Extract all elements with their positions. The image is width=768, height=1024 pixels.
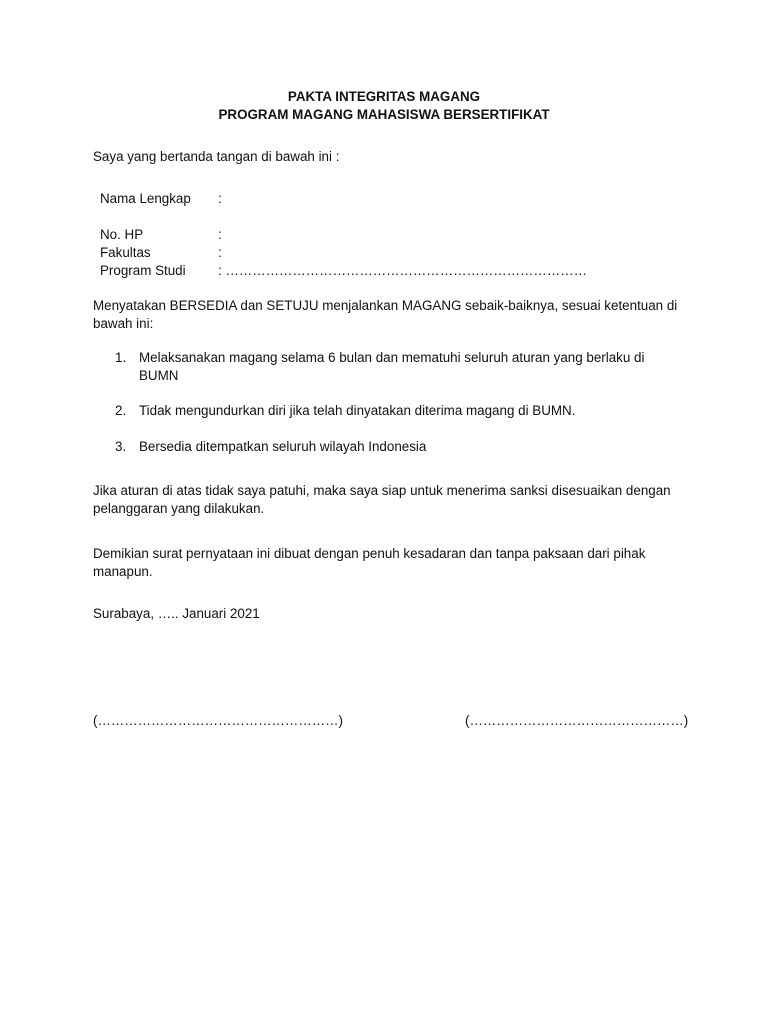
- list-item-2: Tidak mengundurkan diri jika telah dinyatakan diterima magang di BUMN.: [139, 403, 576, 418]
- list-number-1: 1.: [115, 350, 127, 365]
- place-date: Surabaya, ….. Januari 2021: [93, 606, 260, 621]
- signature-left: (………………………………………………): [93, 713, 343, 728]
- list-number-3: 3.: [115, 439, 127, 454]
- intro-text: Saya yang bertanda tangan di bawah ini :: [93, 149, 340, 164]
- signature-right: (…………………………………………): [465, 713, 689, 728]
- field-value-nama: :: [218, 191, 222, 206]
- statement-paragraph: Menyatakan BERSEDIA dan SETUJU menjalankan MAGANG sebaik-baiknya, sesuai ketentuan di bawah ini:: [93, 298, 678, 331]
- field-value-hp: :: [218, 227, 222, 242]
- field-label-nama: Nama Lengkap: [100, 191, 191, 206]
- list-number-2: 2.: [115, 403, 127, 418]
- field-value-prodi: : ………………………………………………………………………: [218, 263, 587, 278]
- field-value-fakultas: :: [218, 245, 222, 260]
- list-item-3: Bersedia ditempatkan seluruh wilayah Indonesia: [139, 439, 427, 454]
- document-subtitle: PROGRAM MAGANG MAHASISWA BERSERTIFIKAT: [218, 107, 550, 122]
- closing-paragraph: Demikian surat pernyataan ini dibuat dengan penuh kesadaran dan tanpa paksaan dari pihak manapun.: [93, 546, 646, 579]
- field-label-fakultas: Fakultas: [100, 245, 151, 260]
- field-label-hp: No. HP: [100, 227, 144, 242]
- list-item-1: Melaksanakan magang selama 6 bulan dan mematuhi seluruh aturan yang berlaku di BUMN: [139, 350, 645, 383]
- document-title: PAKTA INTEGRITAS MAGANG: [287, 89, 481, 104]
- sanction-paragraph: Jika aturan di atas tidak saya patuhi, maka saya siap untuk menerima sanksi disesuaikan dengan pelanggaran yang dilakukan.: [93, 483, 671, 516]
- field-label-prodi: Program Studi: [100, 263, 186, 278]
